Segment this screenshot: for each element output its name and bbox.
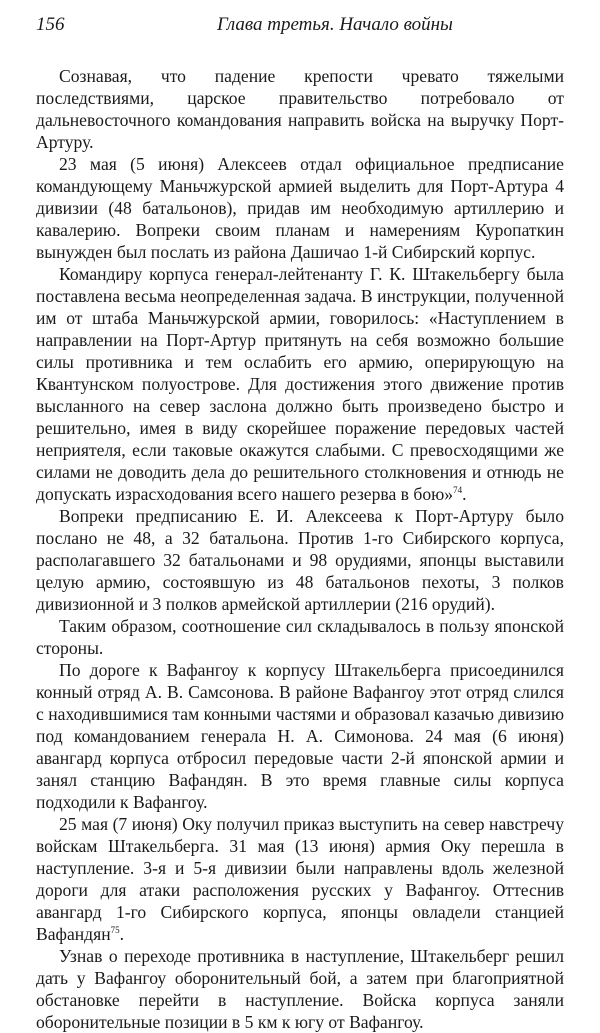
paragraph-7-text: 25 мая (7 июня) Оку получил приказ выступить на север навстречу войскам Штакельберга. 31 мая (13 июня) армия Оку перешла в наступление. 3-я и 5-я дивизии были направлены вдоль железной дороги для атаки расположения русских у Вафангоу. Оттеснив авангард 1-го Сибирского корпуса, японцы овладели станцией Вафандян: [36, 814, 564, 944]
footnote-marker-75: 75: [110, 925, 120, 935]
paragraph-6-text: По дороге к Вафангоу к корпусу Штакельберга присоединился конный отряд А. В. Самсонова. В районе Вафангоу этот отряд слился с находившимися там конными частями и образовал казачью дивизию под командованием генерала Н. А. Симонова. 24 мая (6 июня) авангард корпуса отбросил передовые части 2-й японской армии и занял станцию Вафандян. В это время главные силы корпуса подходили к Вафангоу.: [36, 660, 564, 812]
paragraph-8-text: Узнав о переходе противника в наступление, Штакельберг решил дать у Вафангоу оборонительный бой, а затем при благоприятной обстановке перейти в наступление. Войска корпуса заняли оборонительные позиции в 5 км к югу от Вафангоу.: [36, 946, 564, 1032]
paragraph-4: [36, 505, 564, 615]
paragraph-1: [36, 65, 564, 153]
paragraph-4-text: Вопреки предписанию Е. И. Алексеева к Порт-Артуру было послано не 48, а 32 батальона. Против 1-го Сибирского корпуса, располагавшего 32 батальонами и 98 орудиями, японцы выставили целую армию, состоявшую из 48 батальонов пехоты, 3 полков дивизионной и 3 полков армейской артиллерии (216 орудий).: [36, 506, 564, 614]
running-head: [36, 10, 564, 40]
paragraph-6: [36, 659, 564, 813]
paragraph-8: [36, 945, 564, 1033]
footnote-marker-74: 74: [453, 485, 463, 495]
paragraph-5-text: Таким образом, соотношение сил складывалось в пользу японской стороны.: [36, 616, 564, 658]
paragraph-2: [36, 153, 564, 263]
paragraph-1-text: Сознавая, что падение крепости чревато тяжелыми последствиями, царское правительство потребовало от дальневосточного командования направить войска на выручку Порт-Артуру.: [36, 66, 564, 152]
paragraph-2-text: 23 мая (5 июня) Алексеев отдал официальное предписание командующему Маньчжурской армией выделить для Порт-Артура 4 дивизии (48 батальонов), придав им необходимую артиллерию и кавалерию. Вопреки своим планам и намерениям Куропаткин вынужден был послать из района Дашичао 1-й Сибирский корпус.: [36, 154, 564, 262]
paragraph-3: Командиру корпуса генерал-лейтенанту Г. К. Штакельбергу была поставлена весьма неопределенная задача. В инструкции, полученной им от штаба Маньчжурской армии, говорилось: «Наступлением в направлении на Порт-Артур притянуть на себя возможно большие силы противника и тем ослабить его армию, оперирующую на Квантунском полуострове. Для достижения этого движение против высланного на север заслона должно быть произведено быстро и решительно, имея в виду скорейшее поражение передовых частей неприятеля, если таковые окажутся слабыми. С превосходящими же силами не доводить дела до решительного столкновения и отнюдь не допускать израсходования всего нашего резерва в бою»$^{74}$.: [36, 264, 564, 504]
paragraph-5: [36, 615, 564, 659]
paragraph-7: 25 мая (7 июня) Оку получил приказ выступить на север навстречу войскам Штакельберга. 31 мая (13 июня) армия Оку перешла в наступление. 3-я и 5-я дивизии были направлены вдоль железной дороги для атаки расположения русских у Вафангоу. Оттеснив авангард 1-го Сибирского корпуса, японцы овладели станцией Вафандян$^{75}$.: [36, 814, 564, 944]
paragraph-3-text: Командиру корпуса генерал-лейтенанту Г. К. Штакельбергу была поставлена весьма неопределенная задача. В инструкции, полученной им от штаба Маньчжурской армии, говорилось: «Наступлением в направлении на Порт-Артур притянуть на себя возможно большие силы противника и тем ослабить его армию, оперирующую на Квантунском полуострове. Для достижения этого движение против высланного на север заслона должно быть произведено быстро и решительно, имея в виду скорейшее поражение передовых частей неприятеля, если таковые окажутся слабыми. С превосходящими же силами не доводить дела до решительного столкновения и отнюдь не допускать израсходования всего нашего резерва в бою»: [36, 264, 564, 504]
running-title: Глава третья. Начало войны: [217, 14, 453, 35]
body-text: [36, 65, 564, 1033]
page-number: 156: [36, 14, 65, 35]
